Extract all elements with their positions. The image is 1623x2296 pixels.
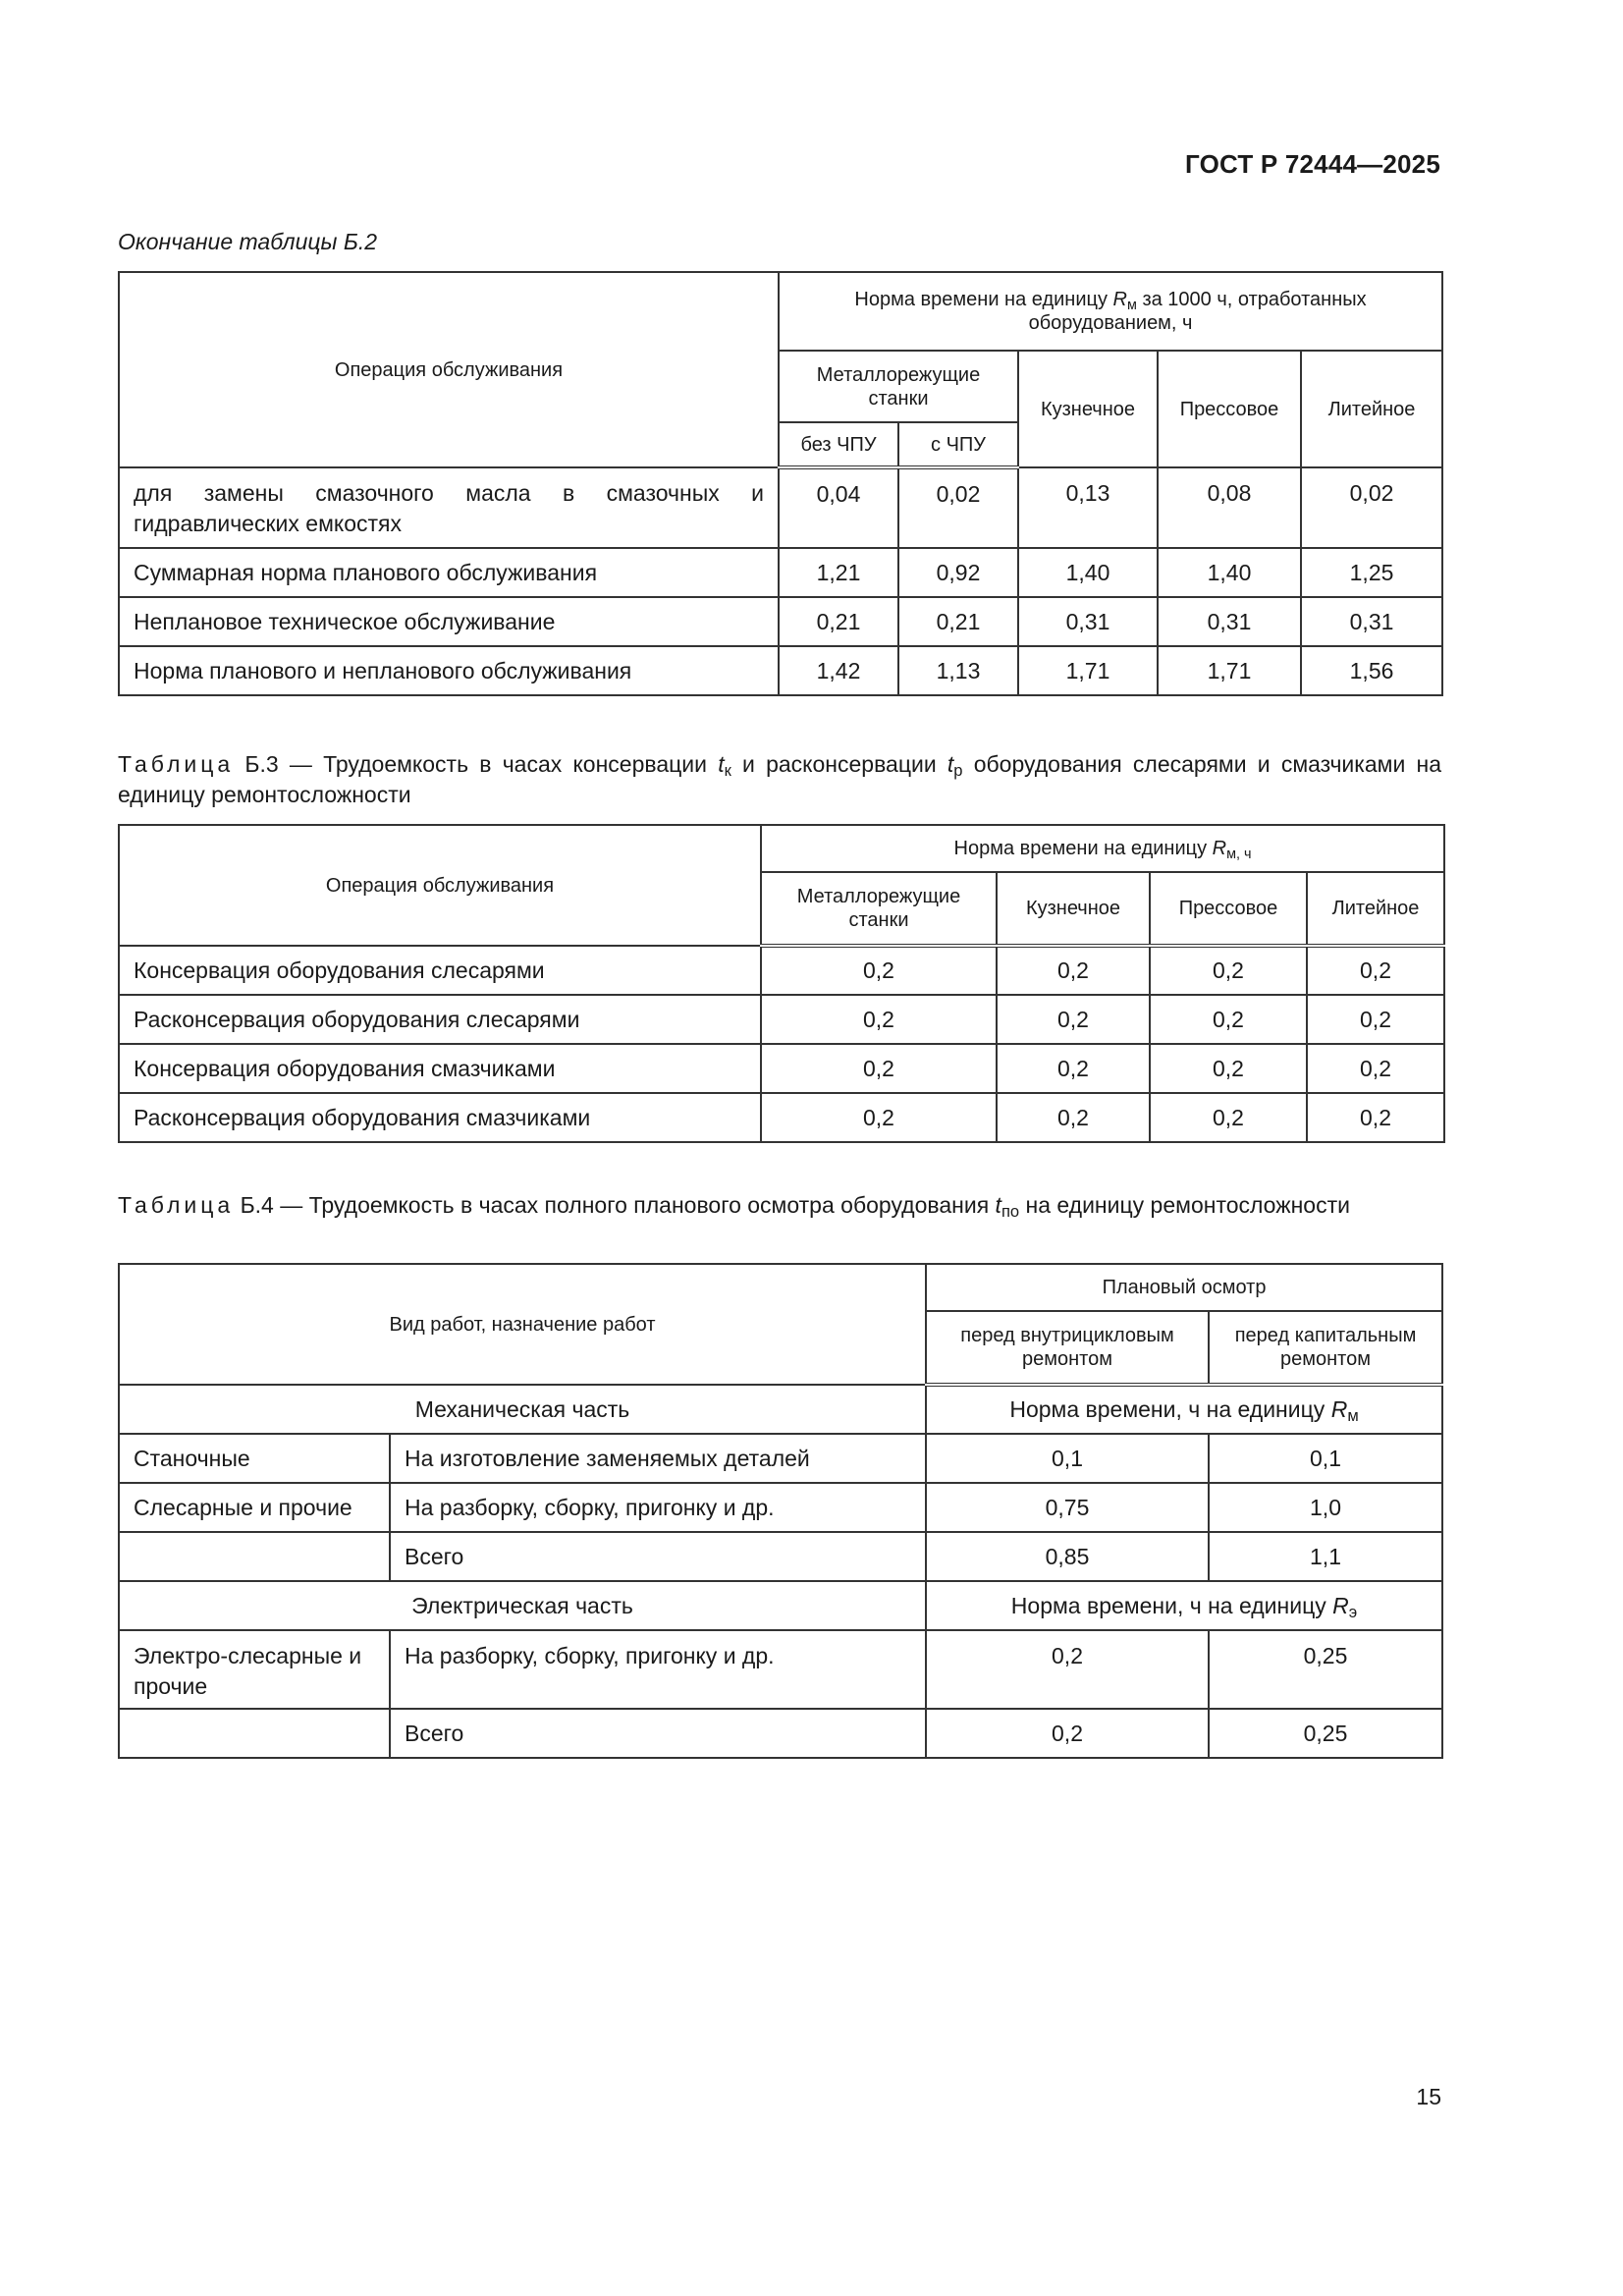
cell-value: 0,2	[926, 1709, 1209, 1758]
row-label: Расконсервация оборудования слесарями	[119, 995, 761, 1044]
table-row	[119, 995, 1444, 1044]
work-purpose: На разборку, сборку, пригонку и др.	[390, 1483, 926, 1532]
table-b3-header-forge: Кузнечное	[997, 872, 1150, 946]
table-b4-header-inspection: Плановый осмотр	[926, 1264, 1442, 1311]
cell-value: 0,31	[1158, 597, 1301, 646]
cell-value: 0,1	[1209, 1434, 1442, 1483]
table-b2-header-cast: Литейное	[1301, 351, 1442, 467]
cell-value: 0,13	[1018, 467, 1158, 548]
table-b4-header-work: Вид работ, назначение работ	[119, 1264, 926, 1385]
table-b3-header-norm: Норма времени на единицу $R_{м, ч}$	[761, 825, 1444, 872]
work-purpose: На разборку, сборку, пригонку и др.	[390, 1630, 926, 1709]
table-b2-header-metal: Металлорежущие станки	[779, 351, 1018, 422]
cell-value: 1,13	[898, 646, 1018, 695]
cell-value: 1,40	[1158, 548, 1301, 597]
section-title: Электрическая часть	[119, 1581, 926, 1630]
cell-value: 0,2	[1150, 1044, 1307, 1093]
table-row	[119, 548, 1442, 597]
cell-value: 0,21	[779, 597, 898, 646]
cell-value: 0,1	[926, 1434, 1209, 1483]
table-b3-caption: Таблица Б.3 — Трудоемкость в часах консервации $t_к$ и расконсервации $t_р$ оборудования слесарями и смазчиками на единицу ремонтосложности	[118, 751, 1441, 807]
table-row	[119, 1483, 1442, 1532]
section-norm: Норма времени, ч на единицу $R_э$	[926, 1581, 1442, 1630]
table-b3-header-press: Прессовое	[1150, 872, 1307, 946]
table-b2-header-operation: Операция обслуживания	[119, 272, 779, 467]
cell-value: 0,2	[761, 995, 997, 1044]
table-b3	[118, 824, 1445, 1143]
cell-value: 0,2	[761, 1093, 997, 1142]
cell-value: 0,2	[1150, 946, 1307, 995]
table-b2-header-with-cnc: с ЧПУ	[898, 422, 1018, 467]
cell-value: 0,2	[1307, 1093, 1444, 1142]
work-purpose: Всего	[390, 1709, 926, 1758]
table-row	[119, 597, 1442, 646]
cell-value: 0,2	[1307, 995, 1444, 1044]
section-norm: Норма времени, ч на единицу $R_м$	[926, 1385, 1442, 1434]
table-row	[119, 1434, 1442, 1483]
table-b2-continuation-label: Окончание таблицы Б.2	[118, 229, 378, 254]
page-number: 15	[1416, 2084, 1441, 2109]
document-code: ГОСТ Р 72444—2025	[1185, 149, 1440, 179]
work-purpose: Всего	[390, 1532, 926, 1581]
cell-value: 1,21	[779, 548, 898, 597]
work-purpose: На изготовление заменяемых деталей	[390, 1434, 926, 1483]
work-kind: Станочные	[119, 1434, 390, 1483]
row-label: Суммарная норма планового обслуживания	[119, 548, 779, 597]
row-label: Расконсервация оборудования смазчиками	[119, 1093, 761, 1142]
cell-value: 0,04	[779, 467, 898, 548]
cell-value: 0,31	[1018, 597, 1158, 646]
cell-value: 0,02	[1301, 467, 1442, 548]
table-b4-header-before-capital: перед капитальным ремонтом	[1209, 1311, 1442, 1385]
section-title: Механическая часть	[119, 1385, 926, 1434]
row-label: Неплановое техническое обслуживание	[119, 597, 779, 646]
cell-value: 0,75	[926, 1483, 1209, 1532]
cell-value: 0,2	[1307, 1044, 1444, 1093]
cell-value: 0,02	[898, 467, 1018, 548]
table-b2-header-press: Прессовое	[1158, 351, 1301, 467]
table-b4-header-before-intra: перед внутрицикловым ремонтом	[926, 1311, 1209, 1385]
cell-value: 1,25	[1301, 548, 1442, 597]
cell-value: 1,42	[779, 646, 898, 695]
cell-value: 1,71	[1158, 646, 1301, 695]
table-b3-header-operation: Операция обслуживания	[119, 825, 761, 946]
cell-value: 0,85	[926, 1532, 1209, 1581]
cell-value: 0,25	[1209, 1630, 1442, 1709]
cell-value: 0,2	[1150, 1093, 1307, 1142]
table-row	[119, 1630, 1442, 1709]
cell-value: 0,2	[997, 946, 1150, 995]
work-kind	[119, 1532, 390, 1581]
cell-value: 0,2	[997, 1093, 1150, 1142]
row-label: Норма планового и непланового обслуживания	[119, 646, 779, 695]
table-b3-header-cast: Литейное	[1307, 872, 1444, 946]
table-row	[119, 646, 1442, 695]
cell-value: 0,2	[761, 1044, 997, 1093]
table-b2	[118, 271, 1443, 696]
cell-value: 0,21	[898, 597, 1018, 646]
cell-value: 1,1	[1209, 1532, 1442, 1581]
row-label: Консервация оборудования смазчиками	[119, 1044, 761, 1093]
cell-value: 0,92	[898, 548, 1018, 597]
table-b4	[118, 1263, 1443, 1759]
work-kind	[119, 1709, 390, 1758]
cell-value: 0,2	[1307, 946, 1444, 995]
table-row	[119, 946, 1444, 995]
cell-value: 1,71	[1018, 646, 1158, 695]
table-b2-header-norm: Норма времени на единицу $R_м$ за 1000 ч, отработанных оборудованием, ч	[779, 272, 1442, 351]
table-b2-header-no-cnc: без ЧПУ	[779, 422, 898, 467]
table-row	[119, 467, 1442, 548]
table-row	[119, 1093, 1444, 1142]
table-b2-header-forge: Кузнечное	[1018, 351, 1158, 467]
table-row	[119, 1044, 1444, 1093]
work-kind: Слесарные и прочие	[119, 1483, 390, 1532]
work-kind: Электро-слесарные и прочие	[119, 1630, 390, 1709]
cell-value: 0,2	[761, 946, 997, 995]
cell-value: 1,0	[1209, 1483, 1442, 1532]
table-b4-caption: Таблица Б.4 — Трудоемкость в часах полного планового осмотра оборудования $t_{по}$ на единицу ремонтосложности	[118, 1192, 1350, 1221]
cell-value: 0,31	[1301, 597, 1442, 646]
row-label: Консервация оборудования слесарями	[119, 946, 761, 995]
table-row	[119, 1532, 1442, 1581]
row-label: для замены смазочного масла в смазочных и гидравлических емкостях	[119, 467, 779, 548]
cell-value: 1,40	[1018, 548, 1158, 597]
cell-value: 0,2	[997, 995, 1150, 1044]
cell-value: 0,2	[1150, 995, 1307, 1044]
table-row	[119, 1709, 1442, 1758]
cell-value: 1,56	[1301, 646, 1442, 695]
section-row-electrical	[119, 1581, 1442, 1630]
section-row-mechanical	[119, 1385, 1442, 1434]
table-b3-header-metal: Металлорежущие станки	[761, 872, 997, 946]
cell-value: 0,2	[997, 1044, 1150, 1093]
cell-value: 0,2	[926, 1630, 1209, 1709]
cell-value: 0,25	[1209, 1709, 1442, 1758]
cell-value: 0,08	[1158, 467, 1301, 548]
